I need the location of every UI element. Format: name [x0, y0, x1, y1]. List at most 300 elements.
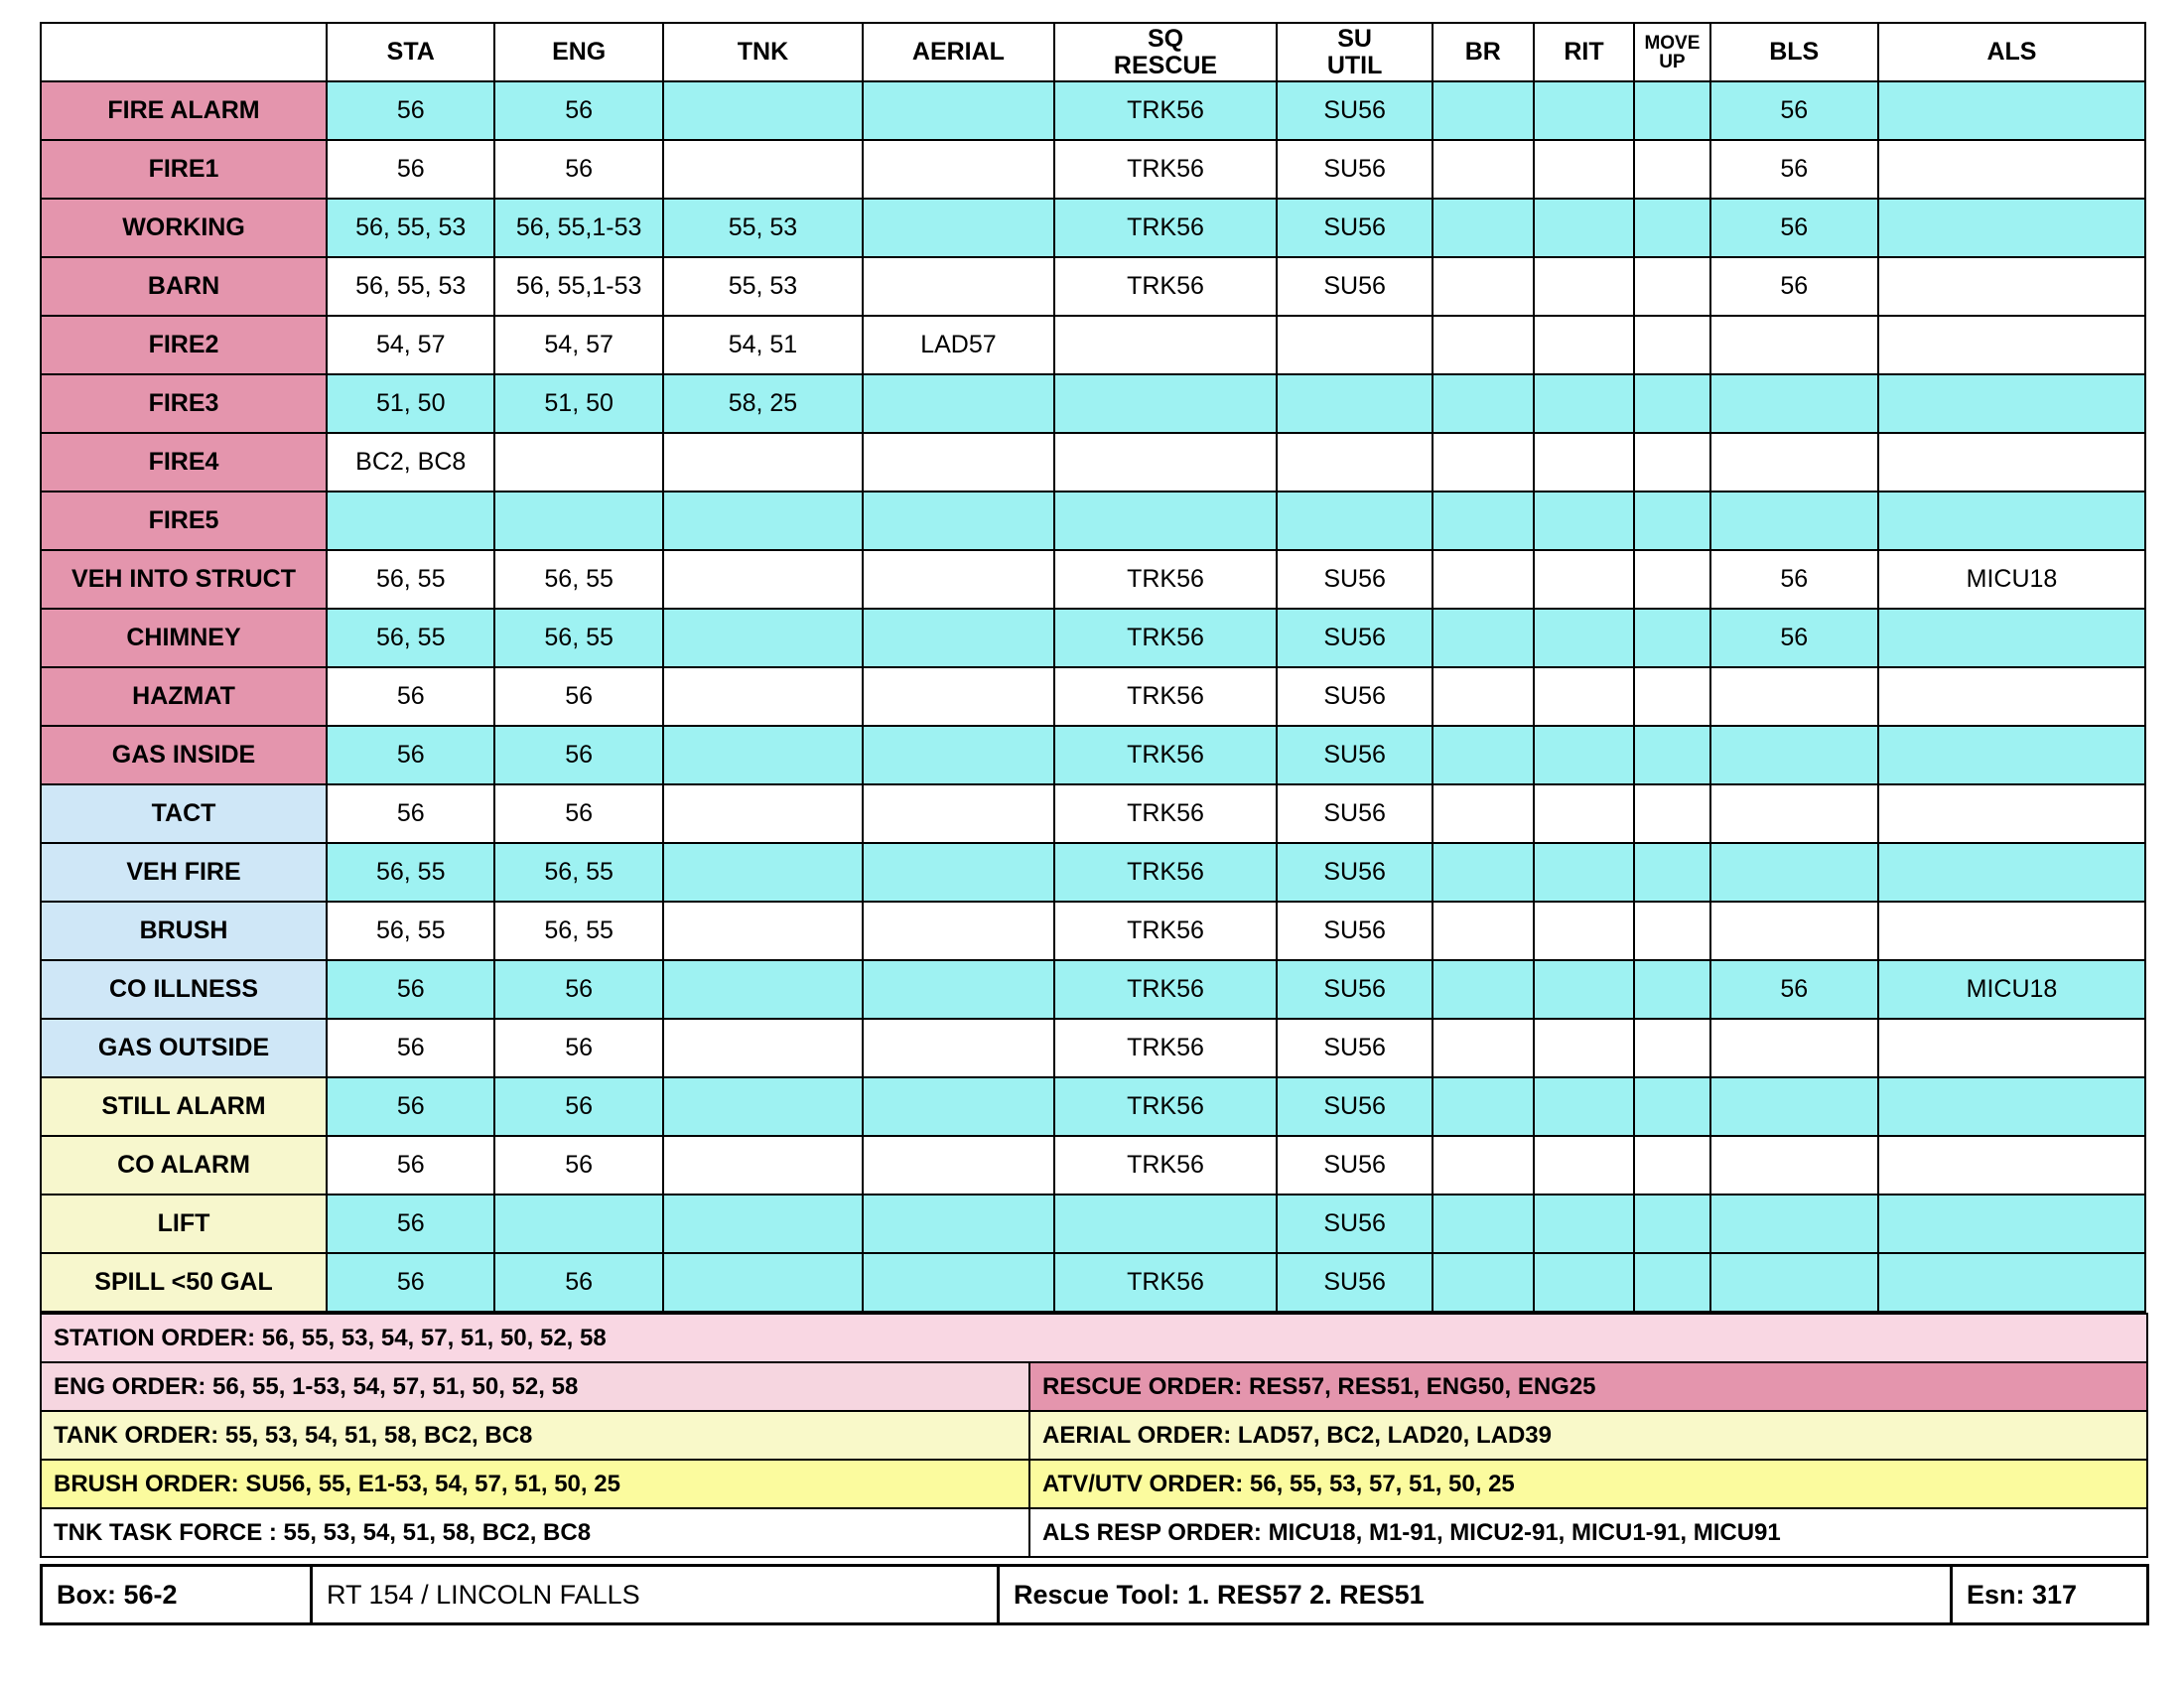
cell-sta: 56 — [327, 726, 494, 784]
cell-move-up — [1634, 1253, 1709, 1312]
cell-sta: 56 — [327, 1136, 494, 1195]
cell-aerial — [863, 1019, 1054, 1077]
cell-bls: 56 — [1710, 960, 1878, 1019]
cell-sta: 56 — [327, 81, 494, 140]
cell-als — [1878, 199, 2145, 257]
route-name: RT 154 / LINCOLN FALLS — [312, 1566, 999, 1624]
cell-tnk — [663, 609, 863, 667]
cell-rit — [1534, 140, 1635, 199]
column-header-corner — [41, 23, 327, 81]
cell-als — [1878, 1195, 2145, 1253]
cell-br — [1433, 257, 1534, 316]
cell-als — [1878, 726, 2145, 784]
table-row — [41, 1136, 2145, 1195]
cell-tnk — [663, 726, 863, 784]
table-row — [41, 726, 2145, 784]
cell-eng: 56 — [494, 1136, 662, 1195]
cell-br — [1433, 784, 1534, 843]
cell-rit — [1534, 1253, 1635, 1312]
cell-aerial — [863, 1136, 1054, 1195]
table-header — [41, 23, 2145, 81]
cell-br — [1433, 667, 1534, 726]
cell-eng: 56 — [494, 1253, 662, 1312]
cell-als: MICU18 — [1878, 550, 2145, 609]
cell-sta: 56, 55, 53 — [327, 257, 494, 316]
cell-bls — [1710, 843, 1878, 902]
cell-tnk: 55, 53 — [663, 199, 863, 257]
cell-eng: 56, 55,1-53 — [494, 199, 662, 257]
cell-aerial — [863, 492, 1054, 550]
column-header-sq-rescue: SQ RESCUE — [1054, 23, 1277, 81]
cell-su-util: SU56 — [1277, 81, 1433, 140]
table-row — [41, 257, 2145, 316]
cell-bls — [1710, 433, 1878, 492]
cell-br — [1433, 960, 1534, 1019]
cell-bls — [1710, 1136, 1878, 1195]
cell-als — [1878, 609, 2145, 667]
cell-sq-rescue: TRK56 — [1054, 81, 1277, 140]
row-label: FIRE2 — [41, 316, 327, 374]
cell-rit — [1534, 902, 1635, 960]
cell-tnk: 58, 25 — [663, 374, 863, 433]
esn-number: Esn: 317 — [1952, 1566, 2148, 1624]
order-row — [41, 1314, 2147, 1362]
cell-bls — [1710, 902, 1878, 960]
cell-als — [1878, 316, 2145, 374]
cell-eng: 54, 57 — [494, 316, 662, 374]
order-right: ALS RESP ORDER: MICU18, M1-91, MICU2-91, MICU1-91, MICU91 — [1029, 1508, 2147, 1557]
cell-move-up — [1634, 843, 1709, 902]
cell-br — [1433, 81, 1534, 140]
cell-eng: 56 — [494, 726, 662, 784]
cell-move-up — [1634, 199, 1709, 257]
cell-move-up — [1634, 1136, 1709, 1195]
row-label: GAS OUTSIDE — [41, 1019, 327, 1077]
cell-su-util: SU56 — [1277, 902, 1433, 960]
cell-rit — [1534, 843, 1635, 902]
table-row — [41, 1077, 2145, 1136]
cell-su-util: SU56 — [1277, 257, 1433, 316]
cell-su-util — [1277, 374, 1433, 433]
row-label: BRUSH — [41, 902, 327, 960]
cell-move-up — [1634, 140, 1709, 199]
cell-eng: 56, 55,1-53 — [494, 257, 662, 316]
table-row — [41, 433, 2145, 492]
order-right: AERIAL ORDER: LAD57, BC2, LAD20, LAD39 — [1029, 1411, 2147, 1460]
cell-eng: 56, 55 — [494, 843, 662, 902]
column-header-als: ALS — [1878, 23, 2145, 81]
cell-aerial — [863, 609, 1054, 667]
column-header-br: BR — [1433, 23, 1534, 81]
cell-tnk — [663, 1253, 863, 1312]
cell-sq-rescue: TRK56 — [1054, 140, 1277, 199]
cell-sta: 56 — [327, 140, 494, 199]
table-row — [41, 1019, 2145, 1077]
cell-tnk — [663, 960, 863, 1019]
cell-su-util — [1277, 492, 1433, 550]
table-row — [41, 81, 2145, 140]
cell-move-up — [1634, 492, 1709, 550]
cell-eng — [494, 433, 662, 492]
cell-br — [1433, 609, 1534, 667]
row-label: LIFT — [41, 1195, 327, 1253]
table-row — [41, 140, 2145, 199]
cell-sta: 56 — [327, 1077, 494, 1136]
cell-sta: 56 — [327, 1019, 494, 1077]
row-label: FIRE1 — [41, 140, 327, 199]
order-right: ATV/UTV ORDER: 56, 55, 53, 57, 51, 50, 25 — [1029, 1460, 2147, 1508]
cell-sta: 51, 50 — [327, 374, 494, 433]
cell-tnk — [663, 1136, 863, 1195]
rescue-tool-order: Rescue Tool: 1. RES57 2. RES51 — [999, 1566, 1952, 1624]
cell-rit — [1534, 433, 1635, 492]
table-row — [41, 843, 2145, 902]
cell-move-up — [1634, 374, 1709, 433]
cell-rit — [1534, 316, 1635, 374]
cell-aerial — [863, 550, 1054, 609]
cell-eng: 56 — [494, 960, 662, 1019]
cell-tnk — [663, 902, 863, 960]
cell-als — [1878, 784, 2145, 843]
order-left: BRUSH ORDER: SU56, 55, E1-53, 54, 57, 51, 50, 25 — [41, 1460, 1029, 1508]
cell-rit — [1534, 1077, 1635, 1136]
cell-su-util: SU56 — [1277, 1195, 1433, 1253]
cell-tnk — [663, 1019, 863, 1077]
cell-eng: 56 — [494, 140, 662, 199]
footer-table — [40, 1564, 2149, 1625]
order-row — [41, 1362, 2147, 1411]
order-row — [41, 1411, 2147, 1460]
cell-sta: 56 — [327, 960, 494, 1019]
row-label: GAS INSIDE — [41, 726, 327, 784]
cell-sq-rescue: TRK56 — [1054, 199, 1277, 257]
order-left: TANK ORDER: 55, 53, 54, 51, 58, BC2, BC8 — [41, 1411, 1029, 1460]
cell-move-up — [1634, 316, 1709, 374]
cell-sq-rescue: TRK56 — [1054, 1136, 1277, 1195]
cell-sq-rescue: TRK56 — [1054, 843, 1277, 902]
row-label: HAZMAT — [41, 667, 327, 726]
cell-aerial — [863, 199, 1054, 257]
order-left: ENG ORDER: 56, 55, 1-53, 54, 57, 51, 50, 52, 58 — [41, 1362, 1029, 1411]
cell-als — [1878, 433, 2145, 492]
cell-br — [1433, 1019, 1534, 1077]
row-label: SPILL <50 GAL — [41, 1253, 327, 1312]
cell-als — [1878, 257, 2145, 316]
table-row — [41, 492, 2145, 550]
cell-bls: 56 — [1710, 257, 1878, 316]
cell-aerial — [863, 140, 1054, 199]
cell-br — [1433, 433, 1534, 492]
cell-als: MICU18 — [1878, 960, 2145, 1019]
cell-br — [1433, 1136, 1534, 1195]
cell-bls — [1710, 667, 1878, 726]
cell-move-up — [1634, 1195, 1709, 1253]
cell-su-util: SU56 — [1277, 1077, 1433, 1136]
cell-tnk — [663, 1195, 863, 1253]
cell-sq-rescue: TRK56 — [1054, 726, 1277, 784]
cell-sta: 56 — [327, 784, 494, 843]
cell-tnk — [663, 433, 863, 492]
cell-tnk: 55, 53 — [663, 257, 863, 316]
column-header-rit: RIT — [1534, 23, 1635, 81]
row-label: FIRE ALARM — [41, 81, 327, 140]
column-header-su-util: SU UTIL — [1277, 23, 1433, 81]
cell-br — [1433, 843, 1534, 902]
cell-sq-rescue — [1054, 433, 1277, 492]
cell-aerial — [863, 1253, 1054, 1312]
table-row — [41, 609, 2145, 667]
cell-br — [1433, 140, 1534, 199]
cell-rit — [1534, 1195, 1635, 1253]
cell-su-util: SU56 — [1277, 784, 1433, 843]
cell-bls — [1710, 1077, 1878, 1136]
row-label: STILL ALARM — [41, 1077, 327, 1136]
cell-bls: 56 — [1710, 550, 1878, 609]
cell-br — [1433, 902, 1534, 960]
cell-sta: 54, 57 — [327, 316, 494, 374]
cell-als — [1878, 140, 2145, 199]
cell-eng: 56, 55 — [494, 609, 662, 667]
cell-su-util: SU56 — [1277, 550, 1433, 609]
cell-su-util: SU56 — [1277, 609, 1433, 667]
cell-eng: 56, 55 — [494, 550, 662, 609]
cell-als — [1878, 667, 2145, 726]
table-row — [41, 902, 2145, 960]
cell-move-up — [1634, 902, 1709, 960]
cell-tnk — [663, 1077, 863, 1136]
cell-tnk — [663, 140, 863, 199]
table-body — [41, 81, 2145, 1312]
order-right: RESCUE ORDER: RES57, RES51, ENG50, ENG25 — [1029, 1362, 2147, 1411]
cell-su-util: SU56 — [1277, 667, 1433, 726]
row-label: CO ILLNESS — [41, 960, 327, 1019]
cell-rit — [1534, 374, 1635, 433]
cell-eng: 56 — [494, 1019, 662, 1077]
table-row — [41, 784, 2145, 843]
cell-bls — [1710, 492, 1878, 550]
cell-eng — [494, 492, 662, 550]
cell-move-up — [1634, 81, 1709, 140]
cell-move-up — [1634, 726, 1709, 784]
table-row — [41, 199, 2145, 257]
row-label: CHIMNEY — [41, 609, 327, 667]
cell-sq-rescue — [1054, 316, 1277, 374]
order-row — [41, 1508, 2147, 1557]
cell-bls — [1710, 316, 1878, 374]
cell-rit — [1534, 257, 1635, 316]
cell-sta: 56 — [327, 667, 494, 726]
cell-bls: 56 — [1710, 609, 1878, 667]
cell-br — [1433, 374, 1534, 433]
cell-bls: 56 — [1710, 81, 1878, 140]
column-header-aerial: AERIAL — [863, 23, 1054, 81]
cell-rit — [1534, 1019, 1635, 1077]
cell-su-util: SU56 — [1277, 199, 1433, 257]
cell-su-util: SU56 — [1277, 140, 1433, 199]
cell-als — [1878, 492, 2145, 550]
cell-aerial — [863, 960, 1054, 1019]
cell-rit — [1534, 609, 1635, 667]
cell-tnk — [663, 81, 863, 140]
table-row — [41, 960, 2145, 1019]
cell-als — [1878, 1019, 2145, 1077]
cell-aerial — [863, 784, 1054, 843]
cell-aerial — [863, 81, 1054, 140]
cell-sq-rescue: TRK56 — [1054, 784, 1277, 843]
cell-br — [1433, 316, 1534, 374]
cell-move-up — [1634, 609, 1709, 667]
cell-su-util: SU56 — [1277, 960, 1433, 1019]
row-label: TACT — [41, 784, 327, 843]
cell-aerial — [863, 433, 1054, 492]
row-label: FIRE3 — [41, 374, 327, 433]
cell-move-up — [1634, 667, 1709, 726]
cell-bls — [1710, 1019, 1878, 1077]
cell-als — [1878, 1136, 2145, 1195]
cell-tnk: 54, 51 — [663, 316, 863, 374]
cell-sq-rescue: TRK56 — [1054, 1019, 1277, 1077]
cell-sq-rescue: TRK56 — [1054, 550, 1277, 609]
cell-eng: 56 — [494, 667, 662, 726]
cell-su-util: SU56 — [1277, 1019, 1433, 1077]
row-label: WORKING — [41, 199, 327, 257]
cell-br — [1433, 726, 1534, 784]
cell-bls — [1710, 1195, 1878, 1253]
cell-aerial — [863, 257, 1054, 316]
cell-als — [1878, 1077, 2145, 1136]
cell-eng: 56 — [494, 784, 662, 843]
cell-sq-rescue — [1054, 492, 1277, 550]
row-label: FIRE5 — [41, 492, 327, 550]
cell-eng: 51, 50 — [494, 374, 662, 433]
cell-aerial — [863, 843, 1054, 902]
cell-su-util: SU56 — [1277, 843, 1433, 902]
cell-tnk — [663, 550, 863, 609]
cell-sta — [327, 492, 494, 550]
cell-eng — [494, 1195, 662, 1253]
cell-su-util — [1277, 433, 1433, 492]
cell-move-up — [1634, 257, 1709, 316]
cell-tnk — [663, 667, 863, 726]
cell-bls: 56 — [1710, 140, 1878, 199]
response-matrix-table — [40, 22, 2146, 1313]
cell-move-up — [1634, 550, 1709, 609]
cell-sq-rescue: TRK56 — [1054, 1253, 1277, 1312]
cell-move-up — [1634, 433, 1709, 492]
cell-als — [1878, 902, 2145, 960]
cell-tnk — [663, 784, 863, 843]
table-row — [41, 1195, 2145, 1253]
cell-sq-rescue: TRK56 — [1054, 960, 1277, 1019]
cell-su-util: SU56 — [1277, 726, 1433, 784]
cell-bls: 56 — [1710, 199, 1878, 257]
cell-rit — [1534, 726, 1635, 784]
cell-sq-rescue: TRK56 — [1054, 257, 1277, 316]
column-header-bls: BLS — [1710, 23, 1878, 81]
cell-sta: 56, 55 — [327, 902, 494, 960]
column-header-sta: STA — [327, 23, 494, 81]
cell-sta: BC2, BC8 — [327, 433, 494, 492]
cell-br — [1433, 550, 1534, 609]
cell-sta: 56, 55, 53 — [327, 199, 494, 257]
box-number: Box: 56-2 — [42, 1566, 312, 1624]
column-header-eng: ENG — [494, 23, 662, 81]
table-row — [41, 374, 2145, 433]
cell-tnk — [663, 492, 863, 550]
row-label: FIRE4 — [41, 433, 327, 492]
cell-bls — [1710, 1253, 1878, 1312]
cell-sq-rescue: TRK56 — [1054, 609, 1277, 667]
cell-aerial — [863, 667, 1054, 726]
order-left: STATION ORDER: 56, 55, 53, 54, 57, 51, 50, 52, 58 — [41, 1314, 2147, 1362]
order-left: TNK TASK FORCE : 55, 53, 54, 51, 58, BC2, BC8 — [41, 1508, 1029, 1557]
order-row — [41, 1460, 2147, 1508]
cell-aerial — [863, 374, 1054, 433]
cell-als — [1878, 81, 2145, 140]
row-label: BARN — [41, 257, 327, 316]
cell-rit — [1534, 960, 1635, 1019]
cell-eng: 56 — [494, 1077, 662, 1136]
cell-br — [1433, 492, 1534, 550]
order-rows — [41, 1314, 2147, 1557]
cell-sta: 56, 55 — [327, 843, 494, 902]
table-row — [41, 1253, 2145, 1312]
cell-tnk — [663, 843, 863, 902]
order-lists-table — [40, 1313, 2148, 1558]
footer-row — [42, 1566, 2148, 1624]
cell-sta: 56 — [327, 1253, 494, 1312]
table-row — [41, 550, 2145, 609]
cell-sta: 56, 55 — [327, 609, 494, 667]
cell-rit — [1534, 81, 1635, 140]
cell-rit — [1534, 199, 1635, 257]
cell-als — [1878, 843, 2145, 902]
cell-sta: 56, 55 — [327, 550, 494, 609]
cell-aerial: LAD57 — [863, 316, 1054, 374]
cell-aerial — [863, 726, 1054, 784]
table-row — [41, 316, 2145, 374]
cell-br — [1433, 1195, 1534, 1253]
cell-move-up — [1634, 784, 1709, 843]
cell-rit — [1534, 550, 1635, 609]
column-header-move-up: MOVE UP — [1634, 23, 1709, 81]
cell-br — [1433, 1077, 1534, 1136]
cell-aerial — [863, 1195, 1054, 1253]
cell-aerial — [863, 1077, 1054, 1136]
table-row — [41, 667, 2145, 726]
cell-br — [1433, 1253, 1534, 1312]
cell-bls — [1710, 374, 1878, 433]
cell-eng: 56, 55 — [494, 902, 662, 960]
cell-aerial — [863, 902, 1054, 960]
cell-rit — [1534, 667, 1635, 726]
cell-sta: 56 — [327, 1195, 494, 1253]
cell-move-up — [1634, 1077, 1709, 1136]
cell-su-util: SU56 — [1277, 1253, 1433, 1312]
header-row — [41, 23, 2145, 81]
cell-bls — [1710, 784, 1878, 843]
row-label: VEH FIRE — [41, 843, 327, 902]
cell-sq-rescue: TRK56 — [1054, 1077, 1277, 1136]
cell-eng: 56 — [494, 81, 662, 140]
cell-rit — [1534, 492, 1635, 550]
cell-sq-rescue: TRK56 — [1054, 667, 1277, 726]
cell-move-up — [1634, 1019, 1709, 1077]
cell-su-util — [1277, 316, 1433, 374]
row-label: VEH INTO STRUCT — [41, 550, 327, 609]
cell-bls — [1710, 726, 1878, 784]
cell-als — [1878, 1253, 2145, 1312]
